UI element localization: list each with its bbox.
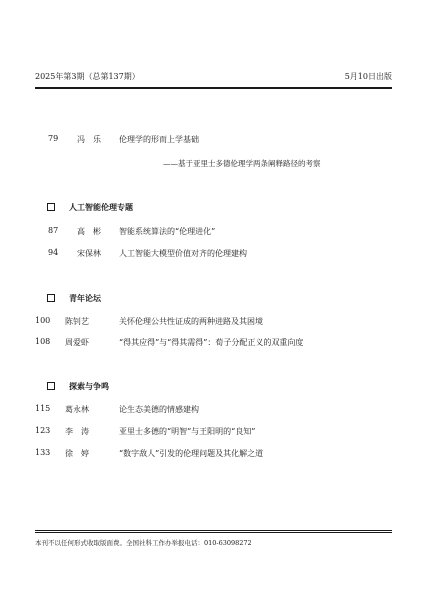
toc-entry[interactable] bbox=[35, 404, 392, 418]
article-title: 人工智能大模型价值对齐的伦理建构 bbox=[119, 249, 247, 258]
footer-notice: 本刊不以任何形式收取版面费。全国社科工作办举报电话：010-63098272 bbox=[35, 539, 252, 547]
issue-header bbox=[35, 71, 392, 87]
article-title: 论生态美德的情感建构 bbox=[119, 405, 199, 414]
section-heading-ai-ethics bbox=[47, 202, 133, 216]
section-label: 青年论坛 bbox=[69, 294, 101, 303]
toc-entry[interactable] bbox=[35, 426, 392, 440]
article-title: “数字敌人”引发的伦理问题及其化解之道 bbox=[119, 449, 264, 458]
author-name: 葛永林 bbox=[65, 405, 89, 414]
footer-rule bbox=[35, 530, 392, 531]
article-title: 亚里士多德的“明智”与王阳明的“良知” bbox=[119, 427, 256, 436]
section-heading-explore-debate bbox=[47, 381, 109, 395]
toc-entry[interactable] bbox=[35, 226, 392, 240]
footer-rule bbox=[35, 532, 392, 533]
page-number: 87 bbox=[48, 226, 59, 235]
page-number: 100 bbox=[35, 316, 51, 325]
square-bullet-icon bbox=[47, 382, 55, 390]
author-name: 冯 乐 bbox=[77, 135, 101, 144]
author-name: 周爱虾 bbox=[65, 338, 89, 347]
toc-entry-lead[interactable] bbox=[35, 134, 392, 148]
page-number: 123 bbox=[35, 426, 51, 435]
toc-entry[interactable] bbox=[35, 337, 392, 351]
author-name: 李 涛 bbox=[65, 427, 89, 436]
issue-number: 2025年第3期（总第137期） bbox=[35, 72, 140, 81]
author-name: 高 彬 bbox=[77, 227, 101, 236]
article-title: 伦理学的形而上学基础 bbox=[119, 135, 199, 144]
header-rule bbox=[35, 87, 392, 89]
square-bullet-icon bbox=[47, 294, 55, 302]
page-number: 108 bbox=[35, 337, 51, 346]
page-number: 94 bbox=[48, 248, 59, 257]
toc-entry[interactable] bbox=[35, 248, 392, 262]
section-label: 探索与争鸣 bbox=[69, 382, 109, 391]
section-label: 人工智能伦理专题 bbox=[69, 203, 133, 212]
page-number: 79 bbox=[48, 134, 59, 143]
article-subtitle: ——基于亚里士多德伦理学两条阐释路径的考察 bbox=[163, 159, 321, 168]
page-number: 115 bbox=[35, 404, 51, 413]
author-name: 徐 婷 bbox=[65, 449, 89, 458]
page-number: 133 bbox=[35, 448, 51, 457]
square-bullet-icon bbox=[47, 203, 55, 211]
author-name: 宋保林 bbox=[77, 249, 101, 258]
toc-entry[interactable] bbox=[35, 316, 392, 330]
author-name: 陈钊艺 bbox=[65, 317, 89, 326]
section-heading-youth-forum bbox=[47, 293, 101, 307]
publication-date: 5月10日出版 bbox=[344, 72, 392, 81]
toc-entry[interactable] bbox=[35, 448, 392, 462]
article-title: 关怀伦理公共性证成的两种进路及其困境 bbox=[119, 317, 263, 326]
article-title: “得其应得”与“得其需得”：荀子分配正义的双重向度 bbox=[119, 338, 304, 347]
article-title: 智能系统算法的“伦理进化” bbox=[119, 227, 216, 236]
